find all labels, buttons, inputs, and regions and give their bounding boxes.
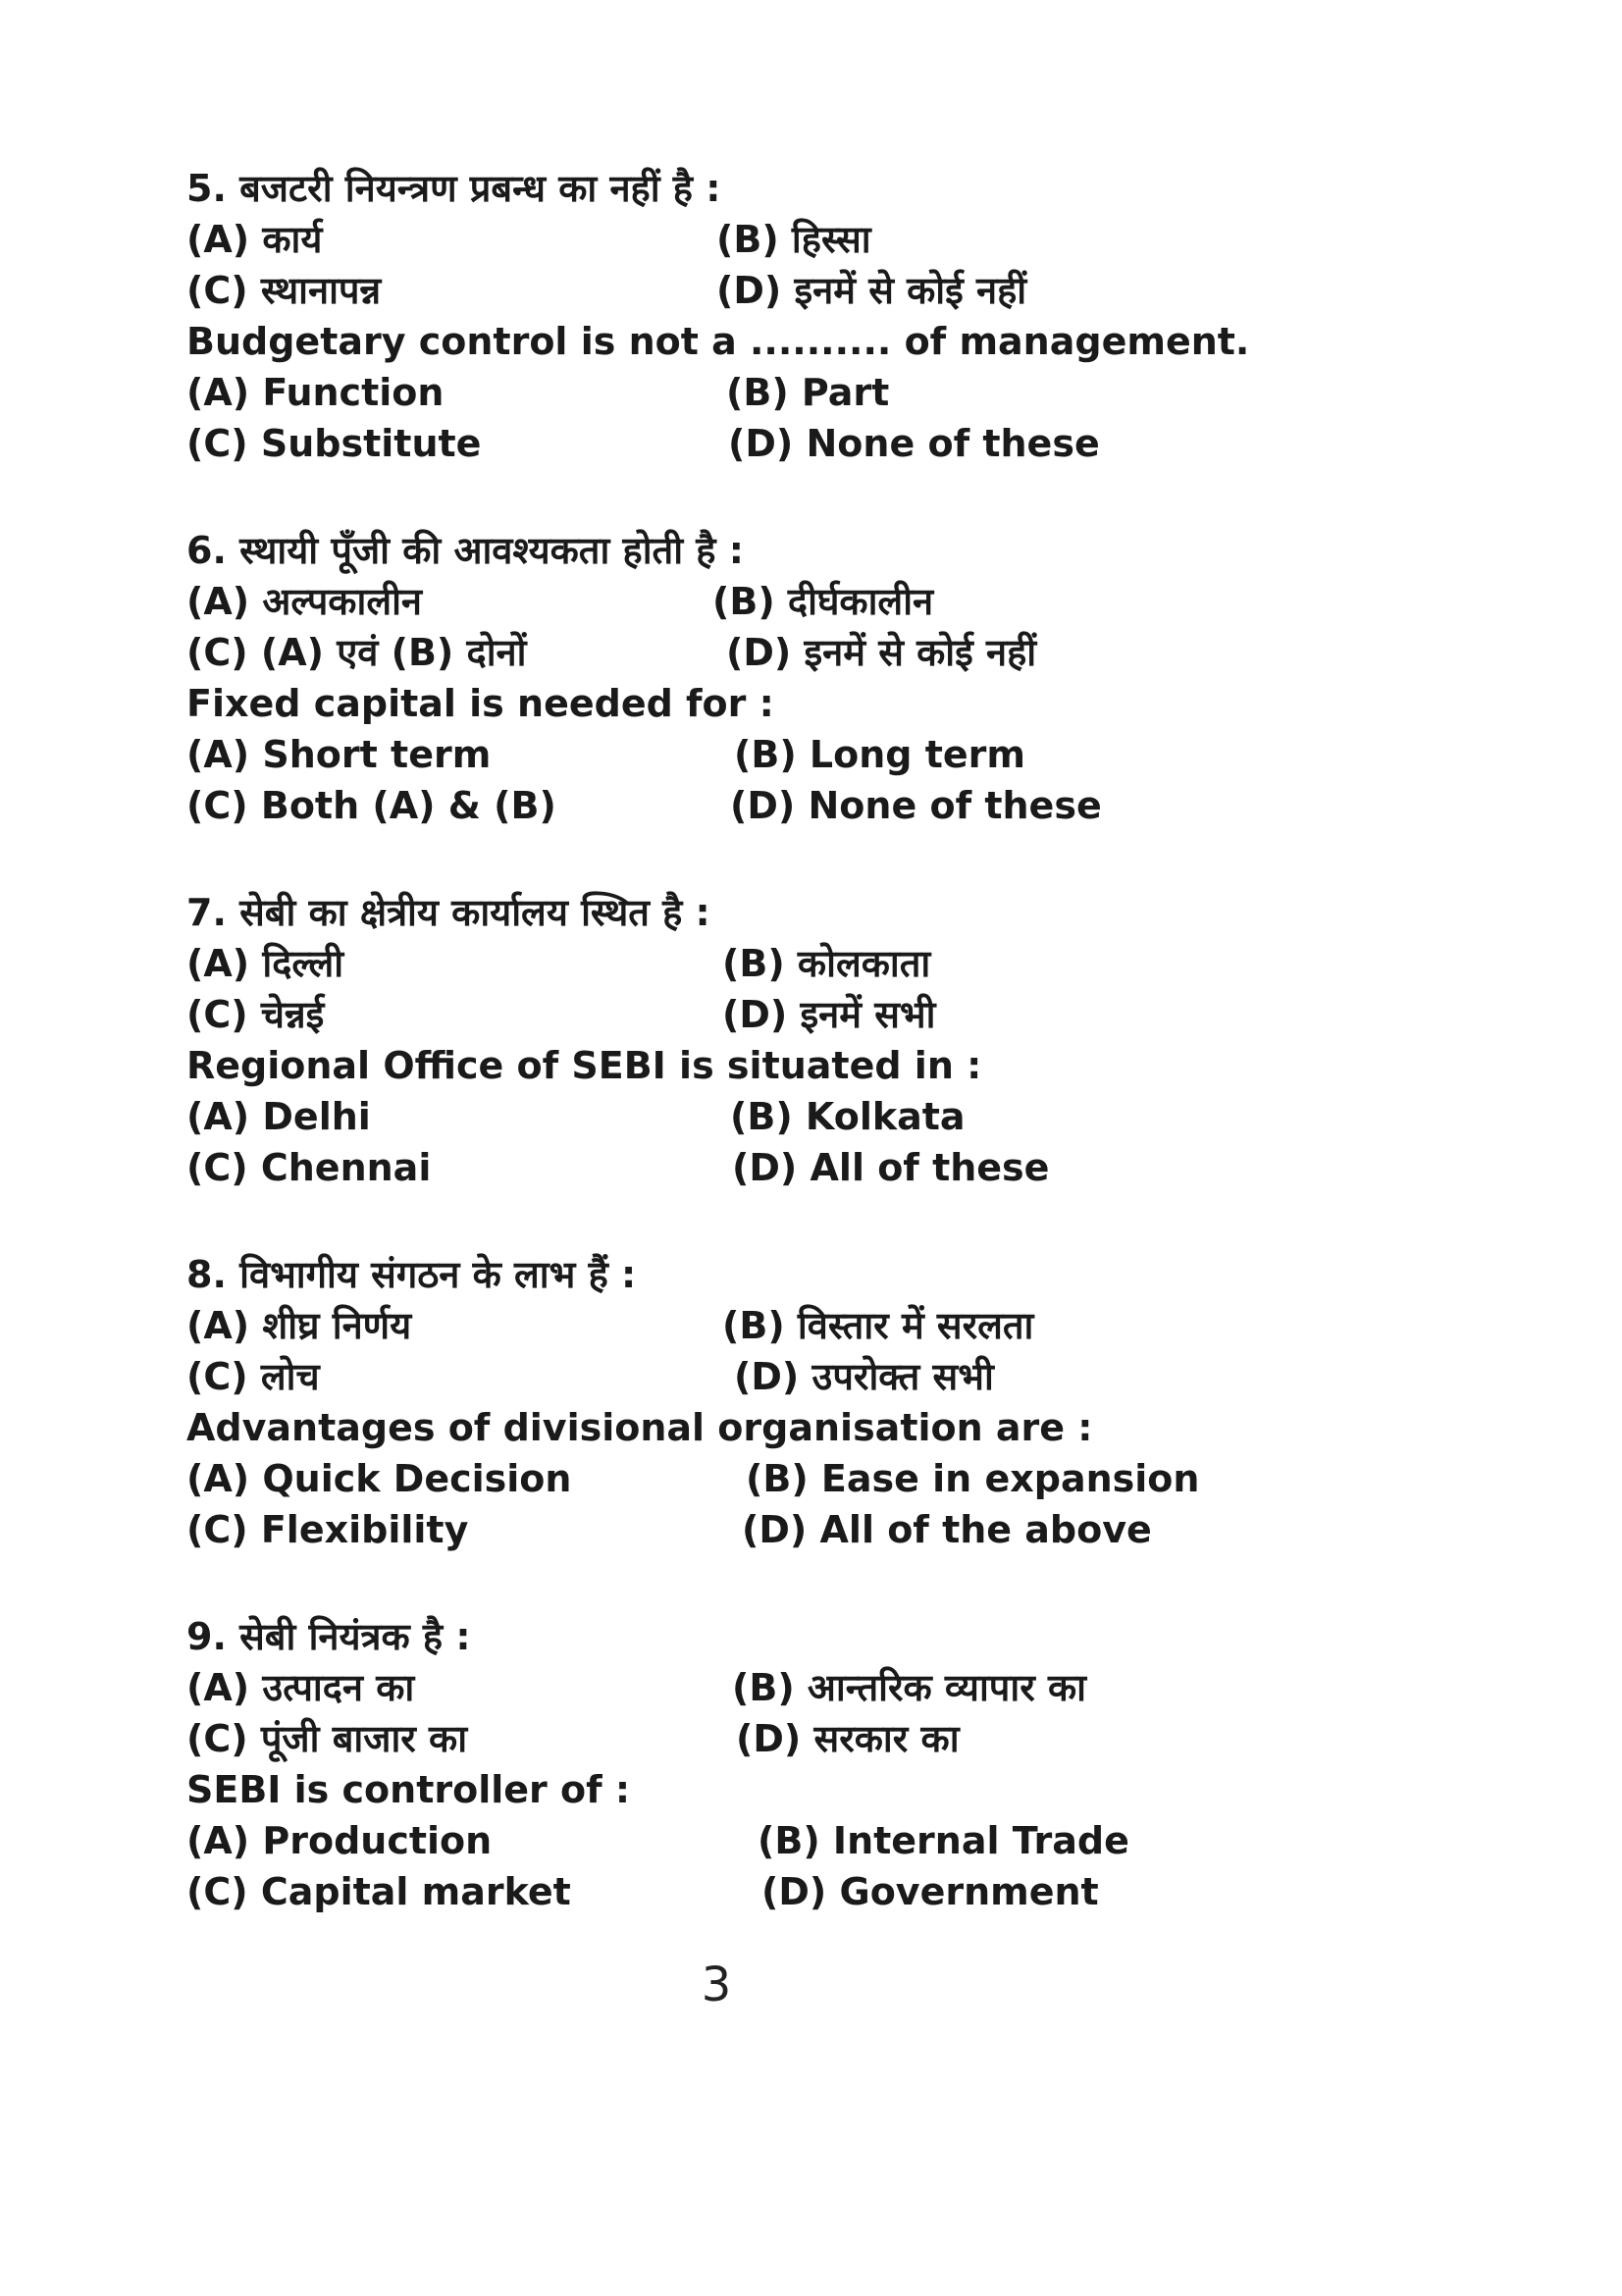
- question-8-english: Advantages of divisional organisation are :: [186, 1406, 1093, 1449]
- option-b-english: (B) Part: [726, 371, 890, 414]
- option-d-hindi: (D) उपरोक्त सभी: [734, 1355, 994, 1398]
- option-c-hindi: (C) स्थानापन्न: [186, 269, 382, 312]
- option-b-hindi: (B) कोलकाता: [722, 942, 931, 985]
- option-c-hindi: (C) (A) एवं (B) दोनों: [186, 631, 527, 674]
- option-d-hindi: (D) इनमें से कोई नहीं: [716, 269, 1027, 312]
- option-b-hindi: (B) दीर्घकालीन: [712, 580, 934, 623]
- option-c-english: (C) Flexibility: [186, 1508, 469, 1551]
- option-a-hindi: (A) कार्य: [186, 218, 323, 261]
- option-a-english: (A) Short term: [186, 733, 492, 776]
- option-a-hindi: (A) दिल्ली: [186, 942, 344, 985]
- question-7-hindi: 7. सेबी का क्षेत्रीय कार्यालय स्थित है :: [186, 891, 710, 934]
- option-a-hindi: (A) अल्पकालीन: [186, 580, 423, 623]
- option-a-english: (A) Function: [186, 371, 445, 414]
- option-b-hindi: (B) हिस्सा: [716, 218, 871, 261]
- option-a-english: (A) Quick Decision: [186, 1457, 572, 1500]
- option-d-hindi: (D) इनमें से कोई नहीं: [726, 631, 1037, 674]
- question-5-english: Budgetary control is not a .......... of management.: [186, 320, 1250, 363]
- option-c-english: (C) Chennai: [186, 1146, 432, 1189]
- question-5-hindi: 5. बजटरी नियन्त्रण प्रबन्ध का नहीं है :: [186, 167, 721, 210]
- option-d-hindi: (D) सरकार का: [736, 1717, 960, 1760]
- option-c-hindi: (C) लोच: [186, 1355, 320, 1398]
- option-d-english: (D) All of these: [732, 1146, 1050, 1189]
- option-a-english: (A) Delhi: [186, 1095, 371, 1138]
- option-b-hindi: (B) आन्तरिक व्यापार का: [732, 1666, 1087, 1709]
- option-a-hindi: (A) शीघ्र निर्णय: [186, 1304, 412, 1347]
- option-d-hindi: (D) इनमें सभी: [722, 993, 936, 1036]
- option-c-english: (C) Substitute: [186, 422, 482, 465]
- option-a-english: (A) Production: [186, 1819, 493, 1862]
- question-9-english: SEBI is controller of :: [186, 1768, 631, 1811]
- option-b-english: (B) Kolkata: [730, 1095, 966, 1138]
- option-c-english: (C) Both (A) & (B): [186, 784, 556, 827]
- option-b-english: (B) Ease in expansion: [746, 1457, 1200, 1500]
- question-9-hindi: 9. सेबी नियंत्रक है :: [186, 1615, 471, 1658]
- option-c-english: (C) Capital market: [186, 1870, 571, 1913]
- option-b-english: (B) Long term: [734, 733, 1026, 776]
- option-d-english: (D) None of these: [728, 422, 1100, 465]
- option-d-english: (D) All of the above: [742, 1508, 1152, 1551]
- page-number: 3: [701, 1957, 732, 2012]
- question-6-hindi: 6. स्थायी पूँजी की आवश्यकता होती है :: [186, 529, 744, 572]
- option-a-hindi: (A) उत्पादन का: [186, 1666, 415, 1709]
- option-d-english: (D) None of these: [730, 784, 1102, 827]
- question-7-english: Regional Office of SEBI is situated in :: [186, 1044, 982, 1087]
- option-b-hindi: (B) विस्तार में सरलता: [722, 1304, 1034, 1347]
- option-c-hindi: (C) चेन्नई: [186, 993, 325, 1036]
- question-6-english: Fixed capital is needed for :: [186, 682, 774, 725]
- option-c-hindi: (C) पूंजी बाजार का: [186, 1717, 468, 1760]
- question-8-hindi: 8. विभागीय संगठन के लाभ हैं :: [186, 1253, 637, 1296]
- option-b-english: (B) Internal Trade: [758, 1819, 1129, 1862]
- option-d-english: (D) Government: [761, 1870, 1099, 1913]
